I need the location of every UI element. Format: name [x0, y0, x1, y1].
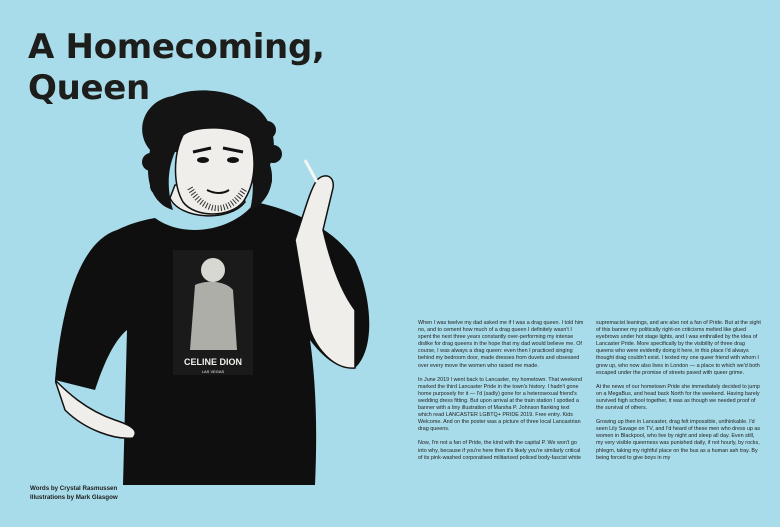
article-title: A Homecoming, Queen	[28, 27, 325, 108]
face	[176, 128, 255, 214]
illustrations-credit: Illustrations by Mark Glasgow	[30, 493, 118, 501]
shirt-print-subtext: LAS VEGAS	[201, 369, 225, 374]
paragraph: In June 2019 I went back to Lancaster, my hometown. That weekend marked the third Lancaster Pride in the town's history. I hadn't gone home purposely for it — I'd (sadly) gone for a heterosexual friend's wedding dress fitting. But upon arrival at the train station I spotted a banner with a tiny illustration of Marsha P. Johnson flanking text which read LANCASTER LGBTQ+ PRIDE 2019. Free entry. Kids Welcome. And on the poster was a picture of three local Lancastrian drag queens.	[418, 376, 583, 433]
paragraph: Now, I'm not a fan of Pride, the kind with the capital P. We won't go into why, because if you're here then it's likely you're similarly critical of its pink-washed corporatised militarised policed body-fascist white	[418, 440, 581, 461]
paragraph: When I was twelve my dad asked me if I was a drag queen. I told him no, and to cement how much of a drag queen I definitely wasn't I spent the next three years constantly over-performing my intense dislike for drag queens in the hope that my dad would believe me. Of course, I was always a drag queen: even then I practiced singing behind my bedroom door, made dresses from duvets and obsessed over every move the women who raised me made.	[418, 320, 584, 369]
words-credit: Words by Crystal Rasmussen	[30, 485, 118, 492]
credits	[30, 485, 118, 502]
drag-queen-illustration	[55, 90, 385, 485]
paragraph: At the news of our hometown Pride she immediately decided to jump on a MegaBus, and head back North for the weekend. Having barely survived high school together, it was as though we needed proof of the survival of others.	[596, 383, 760, 412]
shirt-print-text: CELINE DION	[183, 357, 243, 367]
body-column-2	[596, 320, 762, 469]
paragraph: Growing up then in Lancaster, drag felt impossible, unthinkable. I'd seen Lily Savage on TV, and I'd heard of these men who dress up as women in Blackpool, who live by night and sleep all day. Even still, my very visible queerness was punished daily, if not hourly, by rocks, phlegm, taking my rightful place on the bus as a human ash tray. By being forced to give boys in my	[596, 419, 761, 461]
body-column-1	[418, 320, 584, 469]
paragraph: supremacist leanings, and are also not a fan of Pride. But at the sight of this banner my politically right-on criticisms melted like glued eyebrows under hot stage lights, and I was enthralled by the idea of Lancaster Pride. More specifically by the visibility of three drag queens who were evidently doing it here, in this place I'd always thought drag couldn't exist. I texted my one queer friend with whom I grew up, who now also lives in London — a place to which we'd both escaped under the promise of streets paved with queer grime.	[596, 320, 761, 376]
